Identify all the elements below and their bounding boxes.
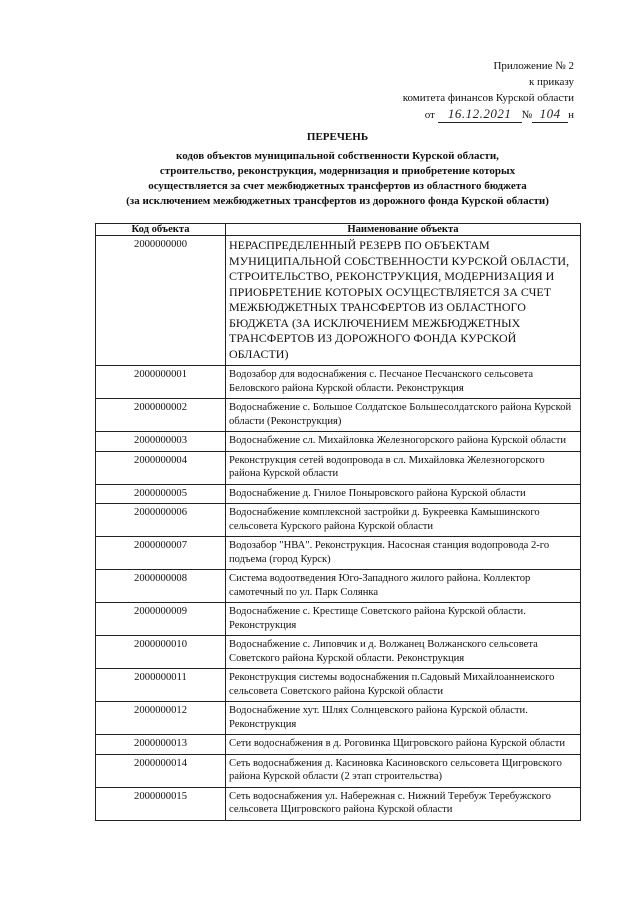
table-row xyxy=(96,537,581,570)
object-name: Водоснабжение с. Крестище Советского района Курской области. Реконструкция xyxy=(226,603,581,636)
object-code: 2000000010 xyxy=(96,636,226,669)
header-code: Код объекта xyxy=(96,224,226,236)
object-code: 2000000005 xyxy=(96,484,226,504)
table-row xyxy=(96,236,581,366)
object-code: 2000000001 xyxy=(96,366,226,399)
object-code: 2000000011 xyxy=(96,669,226,702)
appendix-number: Приложение № 2 xyxy=(493,60,574,72)
heading-line-2: строительство, реконструкция, модернизация и приобретение которых xyxy=(159,165,516,177)
object-code: 2000000012 xyxy=(96,702,226,735)
table-row xyxy=(96,570,581,603)
object-code: 2000000007 xyxy=(96,537,226,570)
object-name: Водозабор "НВА". Реконструкция. Насосная станция водопровода 2-го подъема (город Курск) xyxy=(226,537,581,570)
number-sign: № xyxy=(521,109,533,121)
number-suffix: н xyxy=(568,109,574,121)
table-row xyxy=(96,451,581,484)
object-name: Система водоотведения Юго-Западного жилого района. Коллектор самотечный по ул. Парк Солянка xyxy=(226,570,581,603)
table-row xyxy=(96,399,581,432)
appendix-block xyxy=(403,58,574,123)
object-name: Реконструкция системы водоснабжения п.Садовый Михайлоаннеиского сельсовета Советского района Курской области xyxy=(226,669,581,702)
object-code: 2000000002 xyxy=(96,399,226,432)
handwritten-number: 104 xyxy=(532,106,568,123)
table-row xyxy=(96,787,581,820)
table-row xyxy=(96,636,581,669)
order-date-line xyxy=(425,106,574,123)
table-row xyxy=(96,669,581,702)
table-row xyxy=(96,504,581,537)
header-name: Наименование объекта xyxy=(226,224,581,236)
table-row xyxy=(96,432,581,452)
object-code: 2000000008 xyxy=(96,570,226,603)
table-row xyxy=(96,754,581,787)
object-code: 2000000015 xyxy=(96,787,226,820)
object-code: 2000000006 xyxy=(96,504,226,537)
object-name: Сеть водоснабжения ул. Набережная с. Нижний Теребуж Теребужского сельсовета Щигровского района Курской области xyxy=(226,787,581,820)
object-code: 2000000013 xyxy=(96,735,226,755)
object-name: Сеть водоснабжения д. Касиновка Касиновского сельсовета Щигровского района Курской области (2 этап строительства) xyxy=(226,754,581,787)
table-header-row xyxy=(96,224,581,236)
object-name: Водоснабжение с. Большое Солдатское Большесолдатского района Курской области (Реконструкция) xyxy=(226,399,581,432)
object-name: Водоснабжение д. Гнилое Поныровского района Курской области xyxy=(226,484,581,504)
table-row xyxy=(96,735,581,755)
document-heading xyxy=(95,130,580,209)
object-name: Водозабор для водоснабжения с. Песчаное Песчанского сельсовета Беловского района Курской области. Реконструкция xyxy=(226,366,581,399)
object-code: 2000000003 xyxy=(96,432,226,452)
object-codes-table xyxy=(95,223,581,821)
committee-name: комитета финансов Курской области xyxy=(402,92,574,104)
table-row xyxy=(96,702,581,735)
object-name: Водоснабжение комплексной застройки д. Букреевка Камышинского сельсовета Курского района Курской области xyxy=(226,504,581,537)
heading-line-3: осуществляется за счет межбюджетных трансфертов из областного бюджета xyxy=(148,180,527,192)
heading-line-1: кодов объектов муниципальной собственности Курской области, xyxy=(176,150,499,162)
heading-line-4: (за исключением межбюджетных трансфертов из дорожного фонда Курской области) xyxy=(126,195,549,207)
ot-label: от xyxy=(424,109,435,121)
object-name: Водоснабжение хут. Шлях Солнцевского района Курской области. Реконструкция xyxy=(226,702,581,735)
object-name: Сети водоснабжения в д. Роговинка Щигровского района Курской области xyxy=(226,735,581,755)
table-row xyxy=(96,603,581,636)
object-name: Водоснабжение сл. Михайловка Железногорского района Курской области xyxy=(226,432,581,452)
handwritten-date: 16.12.2021 xyxy=(438,106,522,123)
document-title: ПЕРЕЧЕНЬ xyxy=(306,131,369,143)
object-code: 2000000014 xyxy=(96,754,226,787)
object-code: 2000000000 xyxy=(96,236,226,366)
object-name: НЕРАСПРЕДЕЛЕННЫЙ РЕЗЕРВ ПО ОБЪЕКТАМ МУНИЦИПАЛЬНОЙ СОБСТВЕННОСТИ КУРСКОЙ ОБЛАСТИ, СТРОИТЕЛЬСТВО, РЕКОНСТРУКЦИЯ, МОДЕРНИЗАЦИЯ И ПРИОБРЕТЕНИЕ КОТОРЫХ ОСУЩЕСТВЛЯЕТСЯ ЗА СЧЕТ МЕЖБЮДЖЕТНЫХ ТРАНСФЕРТОВ ИЗ ОБЛАСТНОГО БЮДЖЕТА (ЗА ИСКЛЮЧЕНИЕМ МЕЖБЮДЖЕТНЫХ ТРАНСФЕРТОВ ИЗ ДОРОЖНОГО ФОНДА КУРСКОЙ ОБЛАСТИ) xyxy=(226,236,581,366)
object-code: 2000000009 xyxy=(96,603,226,636)
object-name: Водоснабжение с. Липовчик и д. Волжанец Волжанского сельсовета Советского района Курской области. Реконструкция xyxy=(226,636,581,669)
object-name: Реконструкция сетей водопровода в сл. Михайловка Железногорского района Курской области xyxy=(226,451,581,484)
table-row xyxy=(96,484,581,504)
object-code: 2000000004 xyxy=(96,451,226,484)
order-reference: к приказу xyxy=(528,76,574,88)
table-row xyxy=(96,366,581,399)
